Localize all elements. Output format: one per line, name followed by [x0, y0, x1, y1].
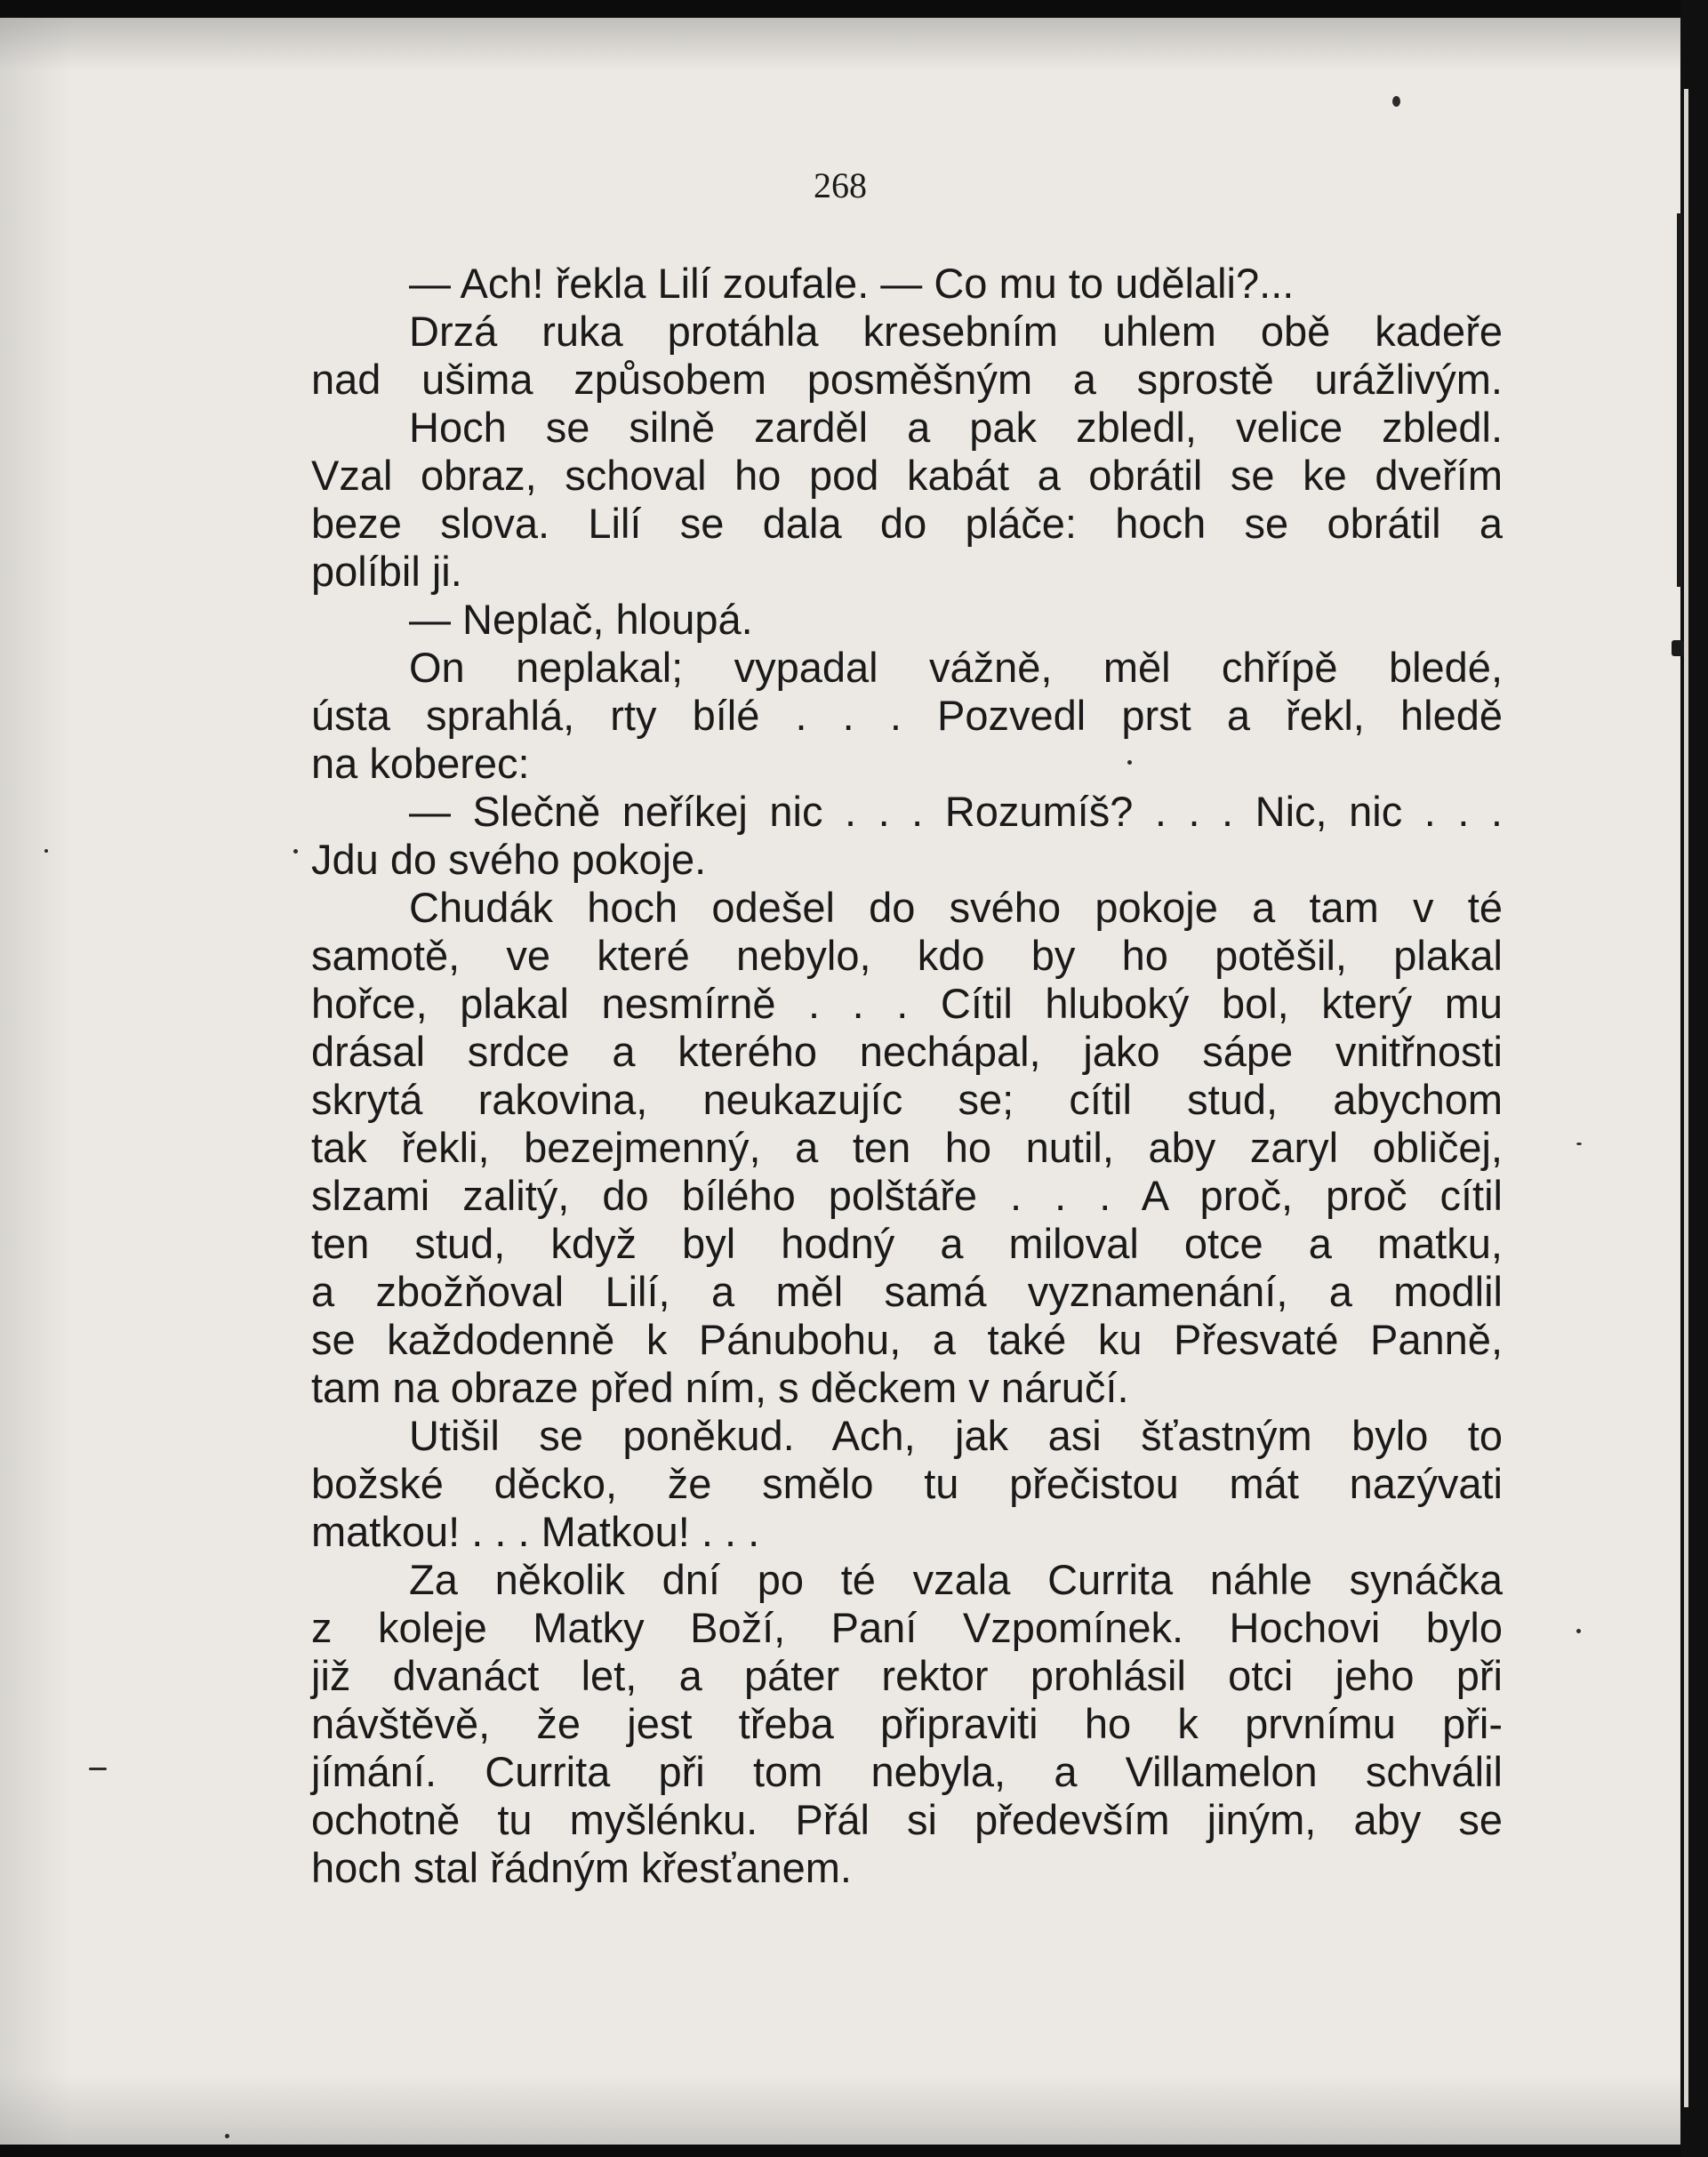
text-line: Utišil se poněkud. Ach, jak asi šťastným bylo to: [409, 1412, 1503, 1459]
text-line: hořce, plakal nesmírně . . . Cítil hluboký bol, který mu: [311, 980, 1503, 1027]
text-line: slzami zalitý, do bílého polštáře . . . A proč, proč cítil: [311, 1172, 1503, 1219]
scan-edge-mark: [1677, 213, 1682, 587]
text-line: Chudák hoch odešel do svého pokoje a tam v té: [409, 884, 1503, 931]
scan-edge-line: [1684, 89, 1688, 2107]
ink-speck: [225, 2134, 229, 2138]
text-line: On neplakal; vypadal vážně, měl chřípě bledé,: [409, 644, 1503, 691]
text-line: ústa sprahlá, rty bílé . . . Pozvedl prst a řekl, hledě: [311, 692, 1503, 739]
page-shadow-left: [0, 18, 71, 2145]
text-line: tam na obraze před ním, s děckem v náručí.: [311, 1364, 1129, 1411]
text-line: — Neplač, hloupá.: [409, 596, 753, 643]
text-line: již dvanáct let, a páter rektor prohlásil otci jeho při: [311, 1652, 1503, 1699]
text-line: políbil ji.: [311, 548, 462, 595]
text-line: beze slova. Lilí se dala do pláče: hoch se obrátil a: [311, 500, 1503, 547]
ink-speck: [89, 1768, 107, 1770]
text-line: — Slečně neříkej nic . . . Rozumíš? . . . Nic, nic . . .: [409, 788, 1503, 835]
text-line: Drzá ruka protáhla kresebním uhlem obě kadeře: [409, 308, 1503, 355]
ink-speck: [1576, 1143, 1582, 1145]
text-line: — Ach! řekla Lilí zoufale. — Co mu to udělali?...: [409, 260, 1295, 307]
text-line: nad ušima způsobem posměšným a sprostě urážlivým.: [311, 356, 1503, 403]
page-number: 268: [814, 165, 867, 205]
text-line: jímání. Currita při tom nebyla, a Villamelon schválil: [311, 1748, 1503, 1795]
text-line: tak řekli, bezejmenný, a ten ho nutil, aby zaryl obličej,: [311, 1124, 1503, 1171]
text-line: Hoch se silně zarděl a pak zbledl, velice zbledl.: [409, 404, 1503, 451]
text-line: na koberec:: [311, 740, 530, 787]
scan-edge-notch: [1672, 640, 1684, 656]
text-line: návštěvě, že jest třeba připraviti ho k prvnímu při-: [311, 1700, 1503, 1747]
text-line: božské děcko, že smělo tu přečistou mát nazývati: [311, 1460, 1503, 1507]
page-shadow-bottom: [0, 2073, 1680, 2145]
text-line: ten stud, když byl hodný a miloval otce a matku,: [311, 1220, 1503, 1267]
text-line: hoch stal řádným křesťanem.: [311, 1844, 852, 1891]
text-line: drásal srdce a kterého nechápal, jako sápe vnitřnosti: [311, 1028, 1503, 1075]
ink-speck: [293, 849, 298, 854]
text-line: a zbožňoval Lilí, a měl samá vyznamenání, a modlil: [311, 1268, 1503, 1315]
book-page: [0, 18, 1680, 2145]
text-line: Jdu do svého pokoje.: [311, 836, 707, 883]
ink-speck: [1576, 1629, 1581, 1633]
body-text: [311, 260, 1503, 1892]
ink-speck: [44, 849, 48, 853]
ink-speck: [1127, 760, 1132, 765]
text-line: ochotně tu myšlénku. Přál si především jiným, aby se: [311, 1796, 1503, 1843]
page-shadow-top: [0, 18, 1680, 71]
ink-speck: [1392, 96, 1400, 107]
text-line: Vzal obraz, schoval ho pod kabát a obrátil se ke dveřím: [311, 452, 1503, 499]
text-line: samotě, ve které nebylo, kdo by ho potěšil, plakal: [311, 932, 1503, 979]
text-line: se každodenně k Pánubohu, a také ku Přesvaté Panně,: [311, 1316, 1503, 1363]
text-line: matkou! . . . Matkou! . . .: [311, 1508, 760, 1555]
text-line: skrytá rakovina, neukazujíc se; cítil stud, abychom: [311, 1076, 1503, 1123]
text-line: z koleje Matky Boží, Paní Vzpomínek. Hochovi bylo: [311, 1604, 1503, 1651]
text-line: Za několik dní po té vzala Currita náhle synáčka: [409, 1556, 1503, 1603]
